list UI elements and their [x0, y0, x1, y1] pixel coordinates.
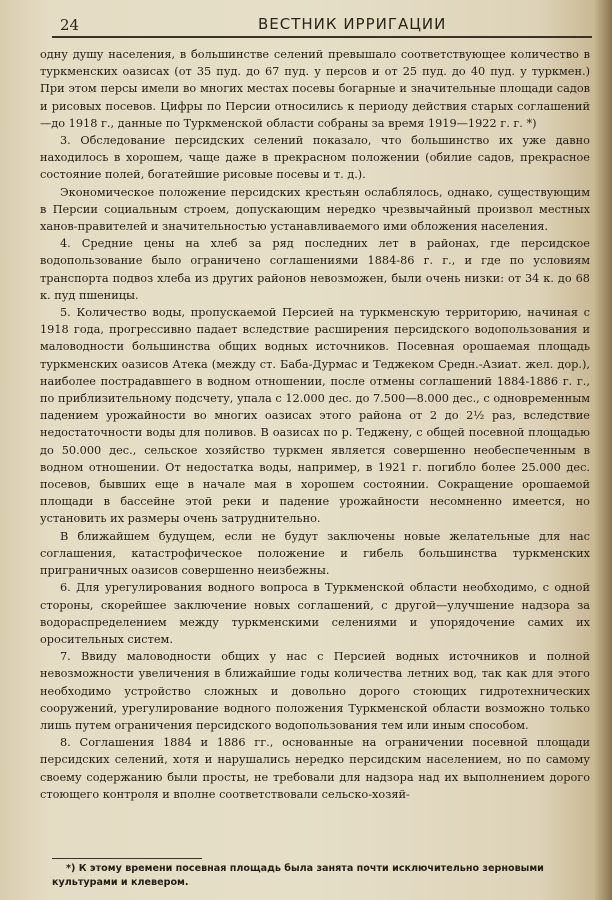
paragraph-3: 3. Обследование персидских селений показало, что большинство их уже давно находилось в хорошем, чаще даже в прекрасном положении (обилие садов, прекрасное состояние полей, богатейшие рисовые посевы и т. д.). [40, 134, 590, 182]
paragraph-7: 7. Ввиду маловодности общих у нас с Персией водных источников и полной невозможности увеличения в ближайшие годы количества летних вод, так как для этого необходимо устройство сложных и довольно дорого стоющих гидротехнических сооружений, урегулирование водного положения Туркменской области возможно только лишь путем ограничения персидского водопользования тем или иным способом. [40, 650, 590, 732]
body-text [40, 46, 590, 803]
header-rule [52, 36, 592, 38]
running-title: ВЕСТНИК ИРРИГАЦИИ [258, 15, 447, 33]
footnote-rule [52, 858, 202, 859]
page-header [0, 12, 612, 38]
paragraph-4: 4. Средние цены на хлеб за ряд последних лет в районах, где персидское водопользование было ограничено соглашениями 1884-86 г. г., и где по условиям транспорта подвоз хлеба из других районов невозможен, были очень низки: от 34 к. до 68 к. пуд пшеницы. [40, 237, 590, 302]
paragraph-future: В ближайшем будущем, если не будут заключены новые желательные для нас соглашения, катастрофическое положение и гибель большинства туркменских приграничных оазисов совершенно неизбежны. [40, 529, 590, 578]
paragraph-8: 8. Соглашения 1884 и 1886 гг., основанные на ограничении посевной площади персидских селений, хотя и нарушались нередко персидским населением, но по самому своему содержанию были просты, не требовали для надзора над их выполнением дорого стоющего контроля и вполне соответствовали сельско-хозяй- [40, 736, 590, 801]
paragraph-5: 5. Количество воды, пропускаемой Персией на туркменскую территорию, начиная с 1918 года, прогрессивно падает вследствие расширения персидского водопользования и маловодности большинства общих водных источников. Посевная орошаемая площадь туркменских оазисов Атека (между ст. Баба-Дурмас и Теджеком Средн.-Азиат. жел. дор.), наиболее пострадавшего в водном отношении, после отмены соглашений 1884-1886 г. г., по приблизительному подсчету, упала с 12.000 дес. до 7.500—8.000 дес., с одновременным падением урожайности во многих оазисах этого района от 2 до 2½ раз, вследствие недостаточности воды для поливов. В оазисах по р. Теджену, с общей посевной площадью до 50.000 дес., сельское хозяйство туркмен является совершенно необеспеченным в водном отношении. От недостатка воды, например, в 1921 г. погибло более 25.000 дес. посевов, бывших еще в начале мая в хорошем состоянии. Сокращение орошаемой площади в бассейне этой реки и падение урожайности несомненно имеется, но установить их размеры очень затруднительно. [40, 306, 590, 526]
paragraph-continuation: одну душу населения, в большинстве селений превышало соответствующее количество в туркменских оазисах (от 35 пуд. до 67 пуд. у персов и от 25 пуд. до 40 пуд. у туркмен.) При этом персы имели во многих местах посевы богарные и значительные площади садов и рисовых посевов. Цифры по Персии относились к периоду действия старых соглашений—до 1918 г., данные по Туркменской области собраны за время 1919—1922 г. г. *) [40, 48, 590, 130]
footnote: *) К этому времени посевная площадь была занята почти исключительно зерновыми культурами и клевером. [52, 863, 544, 888]
paragraph-economic: Экономическое положение персидских крестьян ослаблялось, однако, существующим в Персии социальным строем, допускающим нередко чрезвычайный произвол местных ханов-правителей и значительностью устанавливаемого ими обложения населения. [40, 185, 590, 234]
page-number: 24 [60, 16, 80, 34]
paragraph-6: 6. Для урегулирования водного вопроса в Туркменской области необходимо, с одной стороны, скорейшее заключение новых соглашений, с другой—улучшение надзора за водораспределением между туркменскими селениями и упорядочение самих их оросительных систем. [40, 581, 590, 646]
